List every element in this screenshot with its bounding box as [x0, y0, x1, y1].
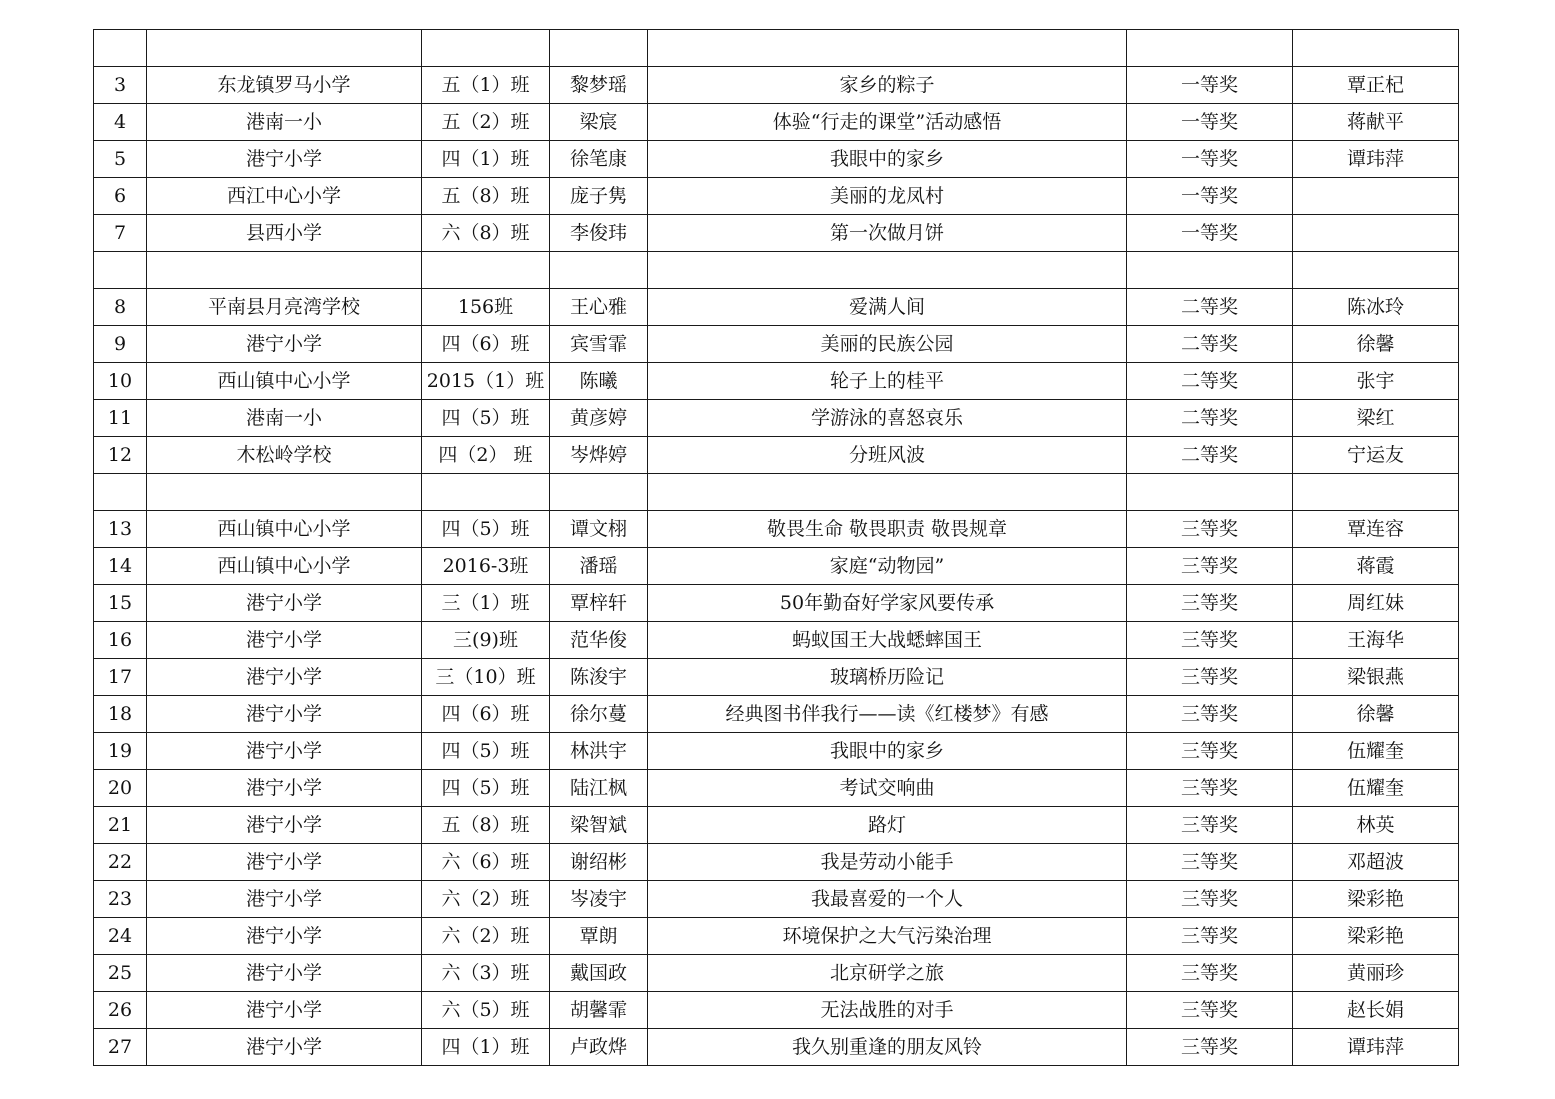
- cell-no: 22: [94, 844, 147, 881]
- cell-award: 三等奖: [1127, 511, 1293, 548]
- table-row: [94, 659, 1459, 696]
- cell-no: 13: [94, 511, 147, 548]
- cell-student: 梁智斌: [550, 807, 648, 844]
- cell-school: 港宁小学: [147, 622, 422, 659]
- empty-cell: [1293, 30, 1459, 67]
- cell-class: 五（2）班: [422, 104, 550, 141]
- cell-school: 港宁小学: [147, 141, 422, 178]
- cell-title: 玻璃桥历险记: [648, 659, 1127, 696]
- empty-cell: [1127, 474, 1293, 511]
- cell-class: 六（3）班: [422, 955, 550, 992]
- cell-class: 四（2） 班: [422, 437, 550, 474]
- cell-class: 五（1）班: [422, 67, 550, 104]
- cell-student: 潘瑶: [550, 548, 648, 585]
- cell-title: 北京研学之旅: [648, 955, 1127, 992]
- cell-no: 25: [94, 955, 147, 992]
- cell-no: 8: [94, 289, 147, 326]
- cell-student: 胡馨霏: [550, 992, 648, 1029]
- empty-cell: [1127, 30, 1293, 67]
- cell-class: 六（2）班: [422, 918, 550, 955]
- table-row: [94, 437, 1459, 474]
- table-row: [94, 918, 1459, 955]
- cell-class: 四（5）班: [422, 733, 550, 770]
- cell-student: 黄彦婷: [550, 400, 648, 437]
- cell-teacher: 宁运友: [1293, 437, 1459, 474]
- empty-cell: [648, 252, 1127, 289]
- cell-title: 我眼中的家乡: [648, 733, 1127, 770]
- table-row: [94, 807, 1459, 844]
- cell-teacher: 梁彩艳: [1293, 918, 1459, 955]
- cell-award: 三等奖: [1127, 918, 1293, 955]
- cell-teacher: 陈冰玲: [1293, 289, 1459, 326]
- cell-title: 爱满人间: [648, 289, 1127, 326]
- cell-teacher: 梁银燕: [1293, 659, 1459, 696]
- cell-teacher: 徐馨: [1293, 326, 1459, 363]
- cell-student: 戴国政: [550, 955, 648, 992]
- cell-student: 李俊玮: [550, 215, 648, 252]
- empty-cell: [1127, 252, 1293, 289]
- cell-title: 敬畏生命 敬畏职责 敬畏规章: [648, 511, 1127, 548]
- cell-no: 12: [94, 437, 147, 474]
- cell-student: 林洪宇: [550, 733, 648, 770]
- cell-school: 木松岭学校: [147, 437, 422, 474]
- cell-teacher: 徐馨: [1293, 696, 1459, 733]
- cell-class: 四（1）班: [422, 141, 550, 178]
- cell-school: 港宁小学: [147, 659, 422, 696]
- cell-school: 港宁小学: [147, 918, 422, 955]
- cell-no: 24: [94, 918, 147, 955]
- cell-student: 谭文栩: [550, 511, 648, 548]
- table-row: [94, 289, 1459, 326]
- cell-student: 宾雪霏: [550, 326, 648, 363]
- cell-title: 家乡的粽子: [648, 67, 1127, 104]
- cell-teacher: 赵长娟: [1293, 992, 1459, 1029]
- empty-cell: [550, 30, 648, 67]
- table-row: [94, 733, 1459, 770]
- cell-class: 四（5）班: [422, 770, 550, 807]
- cell-class: 六（8）班: [422, 215, 550, 252]
- cell-no: 17: [94, 659, 147, 696]
- cell-school: 港南一小: [147, 104, 422, 141]
- cell-no: 16: [94, 622, 147, 659]
- cell-teacher: 伍耀奎: [1293, 733, 1459, 770]
- cell-student: 卢政烨: [550, 1029, 648, 1066]
- table-row: [94, 104, 1459, 141]
- cell-school: 平南县月亮湾学校: [147, 289, 422, 326]
- cell-title: 第一次做月饼: [648, 215, 1127, 252]
- cell-no: 9: [94, 326, 147, 363]
- cell-teacher: 谭玮萍: [1293, 141, 1459, 178]
- cell-title: 无法战胜的对手: [648, 992, 1127, 1029]
- cell-class: 六（5）班: [422, 992, 550, 1029]
- empty-cell: [94, 30, 147, 67]
- cell-award: 三等奖: [1127, 844, 1293, 881]
- cell-no: 15: [94, 585, 147, 622]
- cell-no: 7: [94, 215, 147, 252]
- cell-no: 27: [94, 1029, 147, 1066]
- cell-class: 四（1）班: [422, 1029, 550, 1066]
- table-row: [94, 585, 1459, 622]
- cell-school: 港宁小学: [147, 955, 422, 992]
- table-body: [94, 30, 1459, 1066]
- cell-title: 分班风波: [648, 437, 1127, 474]
- empty-cell: [422, 252, 550, 289]
- cell-no: 6: [94, 178, 147, 215]
- cell-award: 三等奖: [1127, 585, 1293, 622]
- cell-teacher: 蒋霞: [1293, 548, 1459, 585]
- cell-no: 14: [94, 548, 147, 585]
- cell-title: 考试交响曲: [648, 770, 1127, 807]
- cell-teacher: [1293, 178, 1459, 215]
- cell-teacher: 林英: [1293, 807, 1459, 844]
- cell-class: 三(9)班: [422, 622, 550, 659]
- table-row: [94, 326, 1459, 363]
- cell-title: 路灯: [648, 807, 1127, 844]
- cell-award: 三等奖: [1127, 733, 1293, 770]
- cell-no: 10: [94, 363, 147, 400]
- cell-award: 三等奖: [1127, 659, 1293, 696]
- cell-class: 三（10）班: [422, 659, 550, 696]
- cell-award: 二等奖: [1127, 400, 1293, 437]
- cell-class: 六（6）班: [422, 844, 550, 881]
- empty-cell: [422, 30, 550, 67]
- cell-class: 四（6）班: [422, 326, 550, 363]
- cell-student: 梁宸: [550, 104, 648, 141]
- cell-teacher: [1293, 215, 1459, 252]
- cell-award: 一等奖: [1127, 215, 1293, 252]
- cell-teacher: 蒋献平: [1293, 104, 1459, 141]
- cell-award: 三等奖: [1127, 696, 1293, 733]
- cell-title: 环境保护之大气污染治理: [648, 918, 1127, 955]
- table-row: [94, 178, 1459, 215]
- spacer-row: [94, 474, 1459, 511]
- cell-school: 港宁小学: [147, 1029, 422, 1066]
- table-row: [94, 363, 1459, 400]
- cell-no: 26: [94, 992, 147, 1029]
- empty-cell: [147, 30, 422, 67]
- cell-school: 西江中心小学: [147, 178, 422, 215]
- cell-student: 岑凌宇: [550, 881, 648, 918]
- cell-student: 陈曦: [550, 363, 648, 400]
- cell-award: 一等奖: [1127, 141, 1293, 178]
- cell-title: 我最喜爱的一个人: [648, 881, 1127, 918]
- cell-school: 港宁小学: [147, 881, 422, 918]
- cell-school: 东龙镇罗马小学: [147, 67, 422, 104]
- cell-title: 蚂蚁国王大战蟋蟀国王: [648, 622, 1127, 659]
- table-row: [94, 215, 1459, 252]
- cell-teacher: 伍耀奎: [1293, 770, 1459, 807]
- cell-teacher: 覃连容: [1293, 511, 1459, 548]
- cell-no: 3: [94, 67, 147, 104]
- cell-teacher: 梁彩艳: [1293, 881, 1459, 918]
- cell-student: 谢绍彬: [550, 844, 648, 881]
- cell-teacher: 谭玮萍: [1293, 1029, 1459, 1066]
- table-row: [94, 881, 1459, 918]
- cell-no: 4: [94, 104, 147, 141]
- cell-teacher: 邓超波: [1293, 844, 1459, 881]
- cell-school: 港宁小学: [147, 770, 422, 807]
- cell-school: 西山镇中心小学: [147, 363, 422, 400]
- cell-student: 徐笔康: [550, 141, 648, 178]
- cell-school: 港宁小学: [147, 844, 422, 881]
- cell-award: 二等奖: [1127, 326, 1293, 363]
- cell-teacher: 周红妹: [1293, 585, 1459, 622]
- cell-title: 美丽的民族公园: [648, 326, 1127, 363]
- cell-student: 王心雅: [550, 289, 648, 326]
- cell-student: 庞子隽: [550, 178, 648, 215]
- cell-title: 我眼中的家乡: [648, 141, 1127, 178]
- cell-award: 三等奖: [1127, 881, 1293, 918]
- cell-school: 西山镇中心小学: [147, 548, 422, 585]
- cell-award: 三等奖: [1127, 548, 1293, 585]
- table-row: [94, 141, 1459, 178]
- cell-class: 2015（1）班: [422, 363, 550, 400]
- spacer-row: [94, 30, 1459, 67]
- cell-school: 西山镇中心小学: [147, 511, 422, 548]
- cell-school: 港宁小学: [147, 326, 422, 363]
- cell-title: 体验“行走的课堂”活动感悟: [648, 104, 1127, 141]
- empty-cell: [94, 252, 147, 289]
- empty-cell: [1293, 252, 1459, 289]
- empty-cell: [550, 474, 648, 511]
- cell-student: 覃朗: [550, 918, 648, 955]
- cell-school: 港宁小学: [147, 585, 422, 622]
- empty-cell: [1293, 474, 1459, 511]
- spacer-row: [94, 252, 1459, 289]
- cell-school: 港宁小学: [147, 696, 422, 733]
- cell-class: 四（5）班: [422, 400, 550, 437]
- cell-no: 18: [94, 696, 147, 733]
- cell-title: 我是劳动小能手: [648, 844, 1127, 881]
- cell-student: 陈浚宇: [550, 659, 648, 696]
- cell-school: 港宁小学: [147, 733, 422, 770]
- cell-title: 轮子上的桂平: [648, 363, 1127, 400]
- empty-cell: [648, 474, 1127, 511]
- cell-student: 覃梓轩: [550, 585, 648, 622]
- cell-title: 经典图书伴我行——读《红楼梦》有感: [648, 696, 1127, 733]
- table-row: [94, 696, 1459, 733]
- cell-no: 23: [94, 881, 147, 918]
- cell-title: 我久别重逢的朋友风铃: [648, 1029, 1127, 1066]
- cell-teacher: 王海华: [1293, 622, 1459, 659]
- cell-school: 港宁小学: [147, 807, 422, 844]
- cell-no: 21: [94, 807, 147, 844]
- cell-student: 黎梦瑶: [550, 67, 648, 104]
- cell-no: 11: [94, 400, 147, 437]
- cell-award: 一等奖: [1127, 67, 1293, 104]
- table-row: [94, 770, 1459, 807]
- cell-no: 5: [94, 141, 147, 178]
- cell-student: 陆江枫: [550, 770, 648, 807]
- cell-award: 三等奖: [1127, 807, 1293, 844]
- award-table: [93, 29, 1459, 1066]
- cell-teacher: 张宇: [1293, 363, 1459, 400]
- cell-award: 三等奖: [1127, 992, 1293, 1029]
- cell-award: 二等奖: [1127, 289, 1293, 326]
- empty-cell: [550, 252, 648, 289]
- table-row: [94, 992, 1459, 1029]
- cell-school: 港宁小学: [147, 992, 422, 1029]
- cell-title: 50年勤奋好学家风要传承: [648, 585, 1127, 622]
- cell-title: 美丽的龙凤村: [648, 178, 1127, 215]
- table-row: [94, 548, 1459, 585]
- cell-teacher: 黄丽珍: [1293, 955, 1459, 992]
- cell-award: 三等奖: [1127, 622, 1293, 659]
- cell-student: 徐尔蔓: [550, 696, 648, 733]
- empty-cell: [94, 474, 147, 511]
- table-row: [94, 844, 1459, 881]
- cell-class: 五（8）班: [422, 178, 550, 215]
- cell-class: 五（8）班: [422, 807, 550, 844]
- empty-cell: [648, 30, 1127, 67]
- cell-student: 岑烨婷: [550, 437, 648, 474]
- cell-no: 19: [94, 733, 147, 770]
- table-row: [94, 400, 1459, 437]
- cell-school: 县西小学: [147, 215, 422, 252]
- table-row: [94, 622, 1459, 659]
- table-row: [94, 1029, 1459, 1066]
- cell-title: 家庭“动物园”: [648, 548, 1127, 585]
- cell-no: 20: [94, 770, 147, 807]
- cell-title: 学游泳的喜怒哀乐: [648, 400, 1127, 437]
- empty-cell: [147, 252, 422, 289]
- cell-award: 一等奖: [1127, 178, 1293, 215]
- cell-award: 三等奖: [1127, 770, 1293, 807]
- cell-student: 范华俊: [550, 622, 648, 659]
- table-row: [94, 511, 1459, 548]
- cell-award: 二等奖: [1127, 363, 1293, 400]
- cell-class: 2016-3班: [422, 548, 550, 585]
- cell-award: 一等奖: [1127, 104, 1293, 141]
- table-row: [94, 955, 1459, 992]
- cell-class: 六（2）班: [422, 881, 550, 918]
- cell-school: 港南一小: [147, 400, 422, 437]
- table-row: [94, 67, 1459, 104]
- cell-class: 三（1）班: [422, 585, 550, 622]
- cell-award: 三等奖: [1127, 1029, 1293, 1066]
- cell-award: 二等奖: [1127, 437, 1293, 474]
- cell-class: 四（6）班: [422, 696, 550, 733]
- cell-class: 156班: [422, 289, 550, 326]
- empty-cell: [422, 474, 550, 511]
- cell-class: 四（5）班: [422, 511, 550, 548]
- cell-teacher: 覃正杞: [1293, 67, 1459, 104]
- cell-award: 三等奖: [1127, 955, 1293, 992]
- cell-teacher: 梁红: [1293, 400, 1459, 437]
- empty-cell: [147, 474, 422, 511]
